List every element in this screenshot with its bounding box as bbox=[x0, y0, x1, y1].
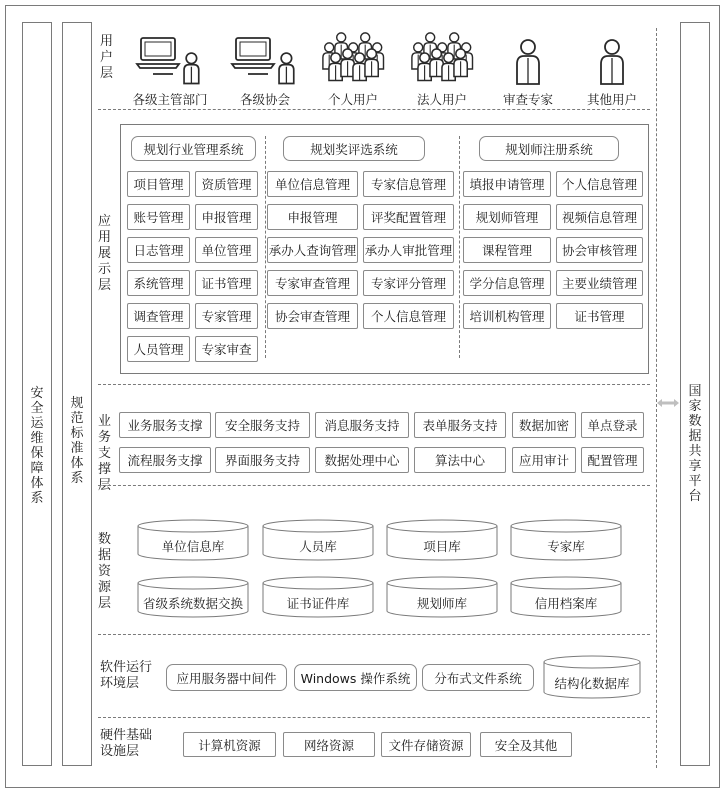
module-button[interactable]: 系统管理 bbox=[127, 270, 190, 296]
user-label: 个人用户 bbox=[327, 92, 378, 107]
user-4[interactable] bbox=[402, 28, 482, 108]
database-1[interactable] bbox=[137, 519, 249, 561]
module-button[interactable]: 承办人查询管理 bbox=[267, 237, 358, 263]
user-1[interactable] bbox=[130, 28, 210, 108]
module-button[interactable]: 评奖配置管理 bbox=[363, 204, 454, 230]
module-button[interactable]: 个人信息管理 bbox=[556, 171, 643, 197]
user-5[interactable] bbox=[488, 28, 568, 108]
module-button[interactable]: 申报管理 bbox=[195, 204, 258, 230]
service-button[interactable]: 应用审计 bbox=[512, 447, 576, 473]
data-layer-label: 数据资源层 bbox=[98, 532, 112, 611]
module-button[interactable]: 课程管理 bbox=[463, 237, 551, 263]
module-button[interactable]: 专家审查 bbox=[195, 336, 258, 362]
layer-divider bbox=[98, 109, 650, 110]
service-button[interactable]: 数据加密 bbox=[512, 412, 576, 438]
security-ops-label: 安全运维保障体系 bbox=[30, 386, 44, 506]
module-button[interactable]: 学分信息管理 bbox=[463, 270, 551, 296]
service-button[interactable]: 安全服务支持 bbox=[215, 412, 310, 438]
database-label: 省级系统数据交换 bbox=[142, 596, 243, 611]
system-divider bbox=[459, 136, 460, 358]
module-button[interactable]: 规划师管理 bbox=[463, 204, 551, 230]
layer-divider bbox=[98, 384, 650, 385]
runtime-button[interactable]: 分布式文件系统 bbox=[422, 664, 534, 691]
business-layer-label: 业务支撑层 bbox=[98, 414, 112, 493]
data-sharing-label: 国家数据共享平台 bbox=[688, 384, 702, 504]
layer-divider bbox=[98, 717, 650, 718]
app-layer-label: 应用展示层 bbox=[98, 214, 112, 293]
standards-label: 规范标准体系 bbox=[70, 396, 84, 486]
computer-user-icon bbox=[225, 28, 305, 86]
module-button[interactable]: 个人信息管理 bbox=[363, 303, 454, 329]
module-button[interactable]: 专家审查管理 bbox=[267, 270, 358, 296]
database-label: 结构化数据库 bbox=[554, 676, 630, 691]
hardware-button[interactable]: 计算机资源 bbox=[183, 732, 276, 757]
user-2[interactable] bbox=[225, 28, 305, 108]
database-label: 项目库 bbox=[423, 539, 461, 554]
standards-column bbox=[62, 22, 92, 766]
hardware-button[interactable]: 文件存储资源 bbox=[381, 732, 471, 757]
person-icon bbox=[572, 28, 652, 86]
service-button[interactable]: 数据处理中心 bbox=[315, 447, 409, 473]
layer-divider bbox=[98, 634, 650, 635]
module-button[interactable]: 单位信息管理 bbox=[267, 171, 358, 197]
service-button[interactable]: 单点登录 bbox=[581, 412, 644, 438]
module-button[interactable]: 协会审核管理 bbox=[556, 237, 643, 263]
database-4[interactable] bbox=[510, 519, 622, 561]
database-label: 单位信息库 bbox=[161, 539, 225, 554]
structured-db[interactable] bbox=[543, 655, 641, 699]
user-label: 各级主管部门 bbox=[132, 92, 208, 107]
module-button[interactable]: 专家管理 bbox=[195, 303, 258, 329]
user-6[interactable] bbox=[572, 28, 652, 108]
module-button[interactable]: 日志管理 bbox=[127, 237, 190, 263]
runtime-button[interactable]: 应用服务器中间件 bbox=[166, 664, 287, 691]
module-button[interactable]: 培训机构管理 bbox=[463, 303, 551, 329]
database-3[interactable] bbox=[386, 519, 498, 561]
module-button[interactable]: 协会审查管理 bbox=[267, 303, 358, 329]
database-label: 证书证件库 bbox=[286, 596, 350, 611]
module-button[interactable]: 调查管理 bbox=[127, 303, 190, 329]
system-title: 规划师注册系统 bbox=[479, 136, 619, 161]
database-label: 专家库 bbox=[547, 539, 585, 554]
module-button[interactable]: 账号管理 bbox=[127, 204, 190, 230]
system-title: 规划奖评选系统 bbox=[283, 136, 425, 161]
people-group-icon bbox=[402, 28, 482, 86]
service-button[interactable]: 表单服务支持 bbox=[414, 412, 506, 438]
hardware-layer-label: 硬件基础设施层 bbox=[100, 728, 153, 759]
module-button[interactable]: 单位管理 bbox=[195, 237, 258, 263]
database-label: 信用档案库 bbox=[534, 596, 598, 611]
system-divider bbox=[265, 136, 266, 358]
module-button[interactable]: 证书管理 bbox=[195, 270, 258, 296]
module-button[interactable]: 视频信息管理 bbox=[556, 204, 643, 230]
module-button[interactable]: 资质管理 bbox=[195, 171, 258, 197]
database-label: 规划师库 bbox=[416, 596, 467, 611]
database-6[interactable] bbox=[262, 576, 374, 618]
layer-divider bbox=[98, 485, 650, 486]
service-button[interactable]: 流程服务支撑 bbox=[119, 447, 211, 473]
system-title: 规划行业管理系统 bbox=[131, 136, 256, 161]
people-group-icon bbox=[313, 28, 393, 86]
database-7[interactable] bbox=[386, 576, 498, 618]
module-button[interactable]: 人员管理 bbox=[127, 336, 190, 362]
module-button[interactable]: 填报申请管理 bbox=[463, 171, 551, 197]
user-layer-label: 用户层 bbox=[100, 34, 114, 81]
runtime-layer-label: 软件运行环境层 bbox=[100, 660, 153, 691]
module-button[interactable]: 申报管理 bbox=[267, 204, 358, 230]
module-button[interactable]: 证书管理 bbox=[556, 303, 643, 329]
database-label: 人员库 bbox=[299, 539, 337, 554]
service-button[interactable]: 界面服务支持 bbox=[215, 447, 310, 473]
user-label: 审查专家 bbox=[502, 92, 553, 107]
user-3[interactable] bbox=[313, 28, 393, 108]
module-button[interactable]: 专家评分管理 bbox=[363, 270, 454, 296]
service-button[interactable]: 消息服务支持 bbox=[315, 412, 409, 438]
service-button[interactable]: 配置管理 bbox=[581, 447, 644, 473]
bidirectional-arrow-icon bbox=[656, 397, 680, 409]
database-2[interactable] bbox=[262, 519, 374, 561]
module-button[interactable]: 专家信息管理 bbox=[363, 171, 454, 197]
module-button[interactable]: 项目管理 bbox=[127, 171, 190, 197]
hardware-button[interactable]: 安全及其他 bbox=[480, 732, 572, 757]
hardware-button[interactable]: 网络资源 bbox=[283, 732, 375, 757]
database-8[interactable] bbox=[510, 576, 622, 618]
person-icon bbox=[488, 28, 568, 86]
service-button[interactable]: 算法中心 bbox=[414, 447, 506, 473]
computer-user-icon bbox=[130, 28, 210, 86]
module-button[interactable]: 主要业绩管理 bbox=[556, 270, 643, 296]
service-button[interactable]: 业务服务支撑 bbox=[119, 412, 211, 438]
user-label: 法人用户 bbox=[416, 92, 467, 107]
module-button[interactable]: 承办人审批管理 bbox=[363, 237, 454, 263]
user-label: 各级协会 bbox=[239, 92, 290, 107]
user-label: 其他用户 bbox=[586, 92, 637, 107]
runtime-button[interactable]: Windows 操作系统 bbox=[294, 664, 417, 691]
database-5[interactable] bbox=[137, 576, 249, 618]
